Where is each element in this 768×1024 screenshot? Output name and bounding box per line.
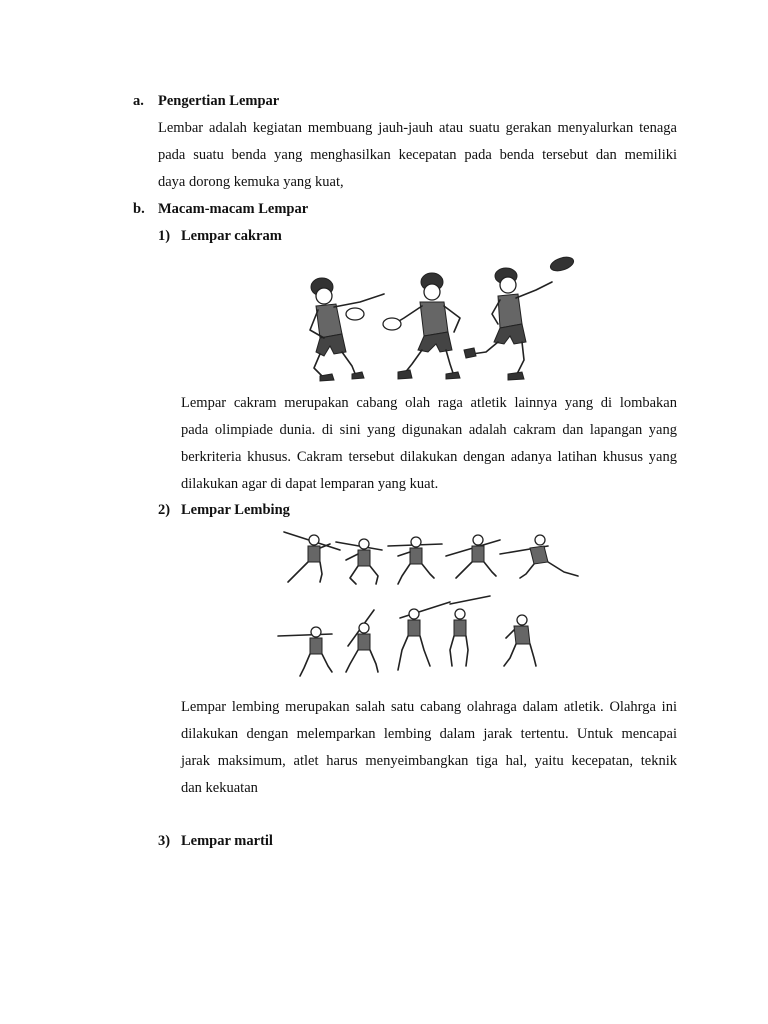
- javelin-athlete-figure: [336, 539, 382, 584]
- javelin-athlete-figure: [504, 615, 536, 666]
- section-a-marker: a.: [133, 93, 144, 109]
- paragraph-line: Lembar adalah kegiatan membuang jauh-jauh atau suatu gerakan menyalurkan tenaga: [158, 120, 677, 136]
- paragraph-line: dilakukan dengan melemparkan lembing dalam jarak tertentu. Untuk mencapai: [181, 726, 677, 742]
- paragraph-line: pada suatu benda yang menghasilkan kecepatan pada benda tersebut dan memiliki: [158, 147, 677, 163]
- item-1-heading: Lempar cakram: [181, 228, 282, 244]
- item-2-marker: 2): [158, 502, 171, 518]
- discus-throw-illustration: [300, 252, 580, 387]
- discus-athlete-figure: [310, 278, 384, 381]
- item-2-heading: Lempar Lembing: [181, 502, 290, 518]
- section-a-paragraph: [158, 115, 677, 196]
- javelin-athlete-figure: [500, 535, 578, 578]
- item-1-marker: 1): [158, 228, 171, 244]
- javelin-throw-illustration: [274, 526, 586, 686]
- paragraph-line: dilakukan agar di dapat lemparan yang kuat.: [181, 476, 439, 492]
- javelin-athlete-figure: [388, 537, 442, 584]
- javelin-athlete-figure: [284, 532, 340, 582]
- paragraph-line: pada olimpiade dunia. di sini yang digunakan adalah cakram dan lapangan yang: [181, 422, 677, 438]
- discus-athlete-figure: [383, 273, 460, 379]
- item-2-paragraph: [181, 694, 677, 802]
- javelin-athlete-figure: [450, 596, 490, 666]
- section-a-heading: Pengertian Lempar: [158, 93, 280, 109]
- javelin-athlete-figure: [446, 535, 500, 578]
- paragraph-line: daya dorong kemuka yang kuat,: [158, 174, 344, 190]
- javelin-athlete-figure: [346, 610, 378, 672]
- paragraph-line: berkriteria khusus. Cakram tersebut dilakukan dengan adanya latihan khusus yang: [181, 449, 677, 465]
- paragraph-line: jarak maksimum, atlet harus menyeimbangkan tiga hal, yaitu kecepatan, teknik: [181, 753, 677, 769]
- paragraph-line: dan kekuatan: [181, 780, 258, 796]
- discus-athlete-figure: [464, 255, 575, 380]
- item-3-marker: 3): [158, 833, 171, 849]
- section-b-heading: Macam-macam Lempar: [158, 201, 309, 217]
- item-1-paragraph: [181, 390, 677, 498]
- paragraph-line: Lempar cakram merupakan cabang olah raga atletik lainnya yang di lombakan: [181, 395, 677, 411]
- paragraph-line: Lempar lembing merupakan salah satu cabang olahraga dalam atletik. Olahrga ini: [181, 699, 677, 715]
- section-b-marker: b.: [133, 201, 145, 217]
- javelin-athlete-figure: [398, 602, 450, 670]
- javelin-athlete-figure: [278, 627, 332, 676]
- item-3-heading: Lempar martil: [181, 833, 273, 849]
